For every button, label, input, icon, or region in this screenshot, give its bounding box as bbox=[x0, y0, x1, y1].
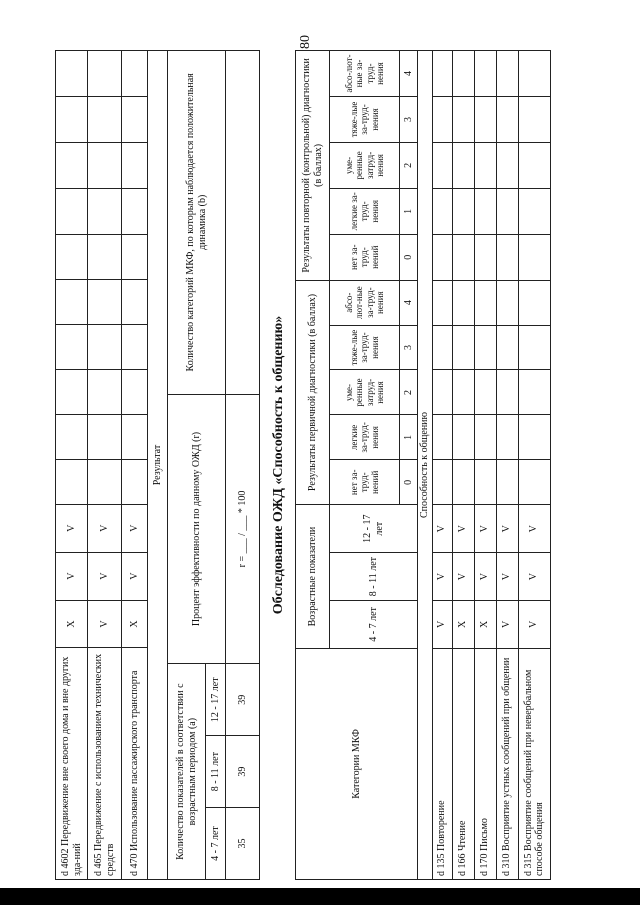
table-row bbox=[56, 51, 88, 880]
score-cell bbox=[56, 234, 88, 280]
result-table bbox=[147, 50, 260, 880]
score-cell bbox=[122, 459, 148, 504]
age-mark: V bbox=[496, 553, 518, 601]
score-label: 1 bbox=[400, 415, 418, 460]
section-title: Обследование ОЖД «Способность к общению» bbox=[271, 315, 286, 615]
score-cell bbox=[88, 234, 122, 280]
positive-dynamics-value bbox=[226, 51, 260, 395]
score-label: 0 bbox=[400, 460, 418, 505]
score-cell bbox=[88, 188, 122, 234]
category-header: Категории МКФ bbox=[296, 648, 418, 879]
score-cell bbox=[88, 142, 122, 188]
score-cell bbox=[56, 280, 88, 325]
subsection-heading: Способность к общению bbox=[418, 51, 433, 880]
score-cell bbox=[122, 51, 148, 97]
count-header: Количество показателей в соответствии с возрастным периодом (a) bbox=[168, 664, 206, 880]
age-12-17: 12 - 17 лет bbox=[330, 505, 418, 553]
age-header: Возрастные показатели bbox=[296, 505, 330, 649]
age-mark: V bbox=[122, 552, 148, 600]
rotated-page-content bbox=[55, 50, 595, 880]
level-header: легкие за-труд-нения bbox=[330, 188, 400, 234]
age-4-7: 4 - 7 лет bbox=[206, 808, 226, 880]
age-mark: V bbox=[452, 553, 474, 601]
score-cell bbox=[122, 142, 148, 188]
age-mark: V bbox=[452, 505, 474, 553]
age-mark: V bbox=[474, 553, 496, 601]
score-label: 4 bbox=[400, 51, 418, 97]
age-4-7: 4 - 7 лет bbox=[330, 601, 418, 649]
age-mark: V bbox=[88, 600, 122, 648]
age-mark: X bbox=[452, 601, 474, 649]
age-mark: V bbox=[496, 505, 518, 553]
table-row bbox=[88, 51, 122, 880]
table-row bbox=[518, 51, 550, 880]
age-mark: X bbox=[56, 600, 88, 648]
age-mark: V bbox=[122, 504, 148, 552]
score-cell bbox=[122, 280, 148, 325]
age-mark: V bbox=[518, 505, 550, 553]
age-mark: V bbox=[88, 504, 122, 552]
table-row bbox=[496, 51, 518, 880]
score-cell bbox=[56, 415, 88, 460]
score-cell bbox=[88, 96, 122, 142]
category-cell: d 465 Передвижение с использованием технических средств bbox=[88, 648, 122, 880]
efficiency-formula: r = ___ / ___ * 100 bbox=[226, 394, 260, 664]
score-cell bbox=[56, 96, 88, 142]
scan-border bbox=[0, 888, 640, 905]
score-cell bbox=[56, 459, 88, 504]
level-header: уме-ренные затруд-нения bbox=[330, 142, 400, 188]
category-cell: d 310 Восприятие устных сообщений при общении bbox=[496, 648, 518, 879]
age-mark: V bbox=[474, 505, 496, 553]
table-row bbox=[474, 51, 496, 880]
count-4-7: 35 bbox=[226, 808, 260, 880]
score-cell bbox=[122, 234, 148, 280]
score-cell bbox=[122, 325, 148, 370]
table-row bbox=[122, 51, 148, 880]
result-label: Результат bbox=[148, 51, 168, 880]
level-header: тяже-лые за-труд-нения bbox=[330, 325, 400, 370]
level-header: абсо-лют-ные за-труд-нения bbox=[330, 280, 400, 325]
level-header: тяже-лые за-труд-нения bbox=[330, 97, 400, 143]
table-row bbox=[432, 51, 452, 880]
score-label: 2 bbox=[400, 370, 418, 415]
score-cell bbox=[88, 370, 122, 415]
category-cell: d 135 Повторение bbox=[432, 648, 452, 879]
age-mark: V bbox=[496, 601, 518, 649]
age-mark: V bbox=[56, 552, 88, 600]
age-mark: V bbox=[432, 553, 452, 601]
score-label: 0 bbox=[400, 234, 418, 280]
positive-dynamics-header: Количество категорий МКФ, по которым наблюдается положительная динамика (b) bbox=[168, 51, 226, 395]
score-label: 1 bbox=[400, 188, 418, 234]
percent-header: Процент эффективности по данному ОЖД (r) bbox=[168, 394, 226, 664]
score-cell bbox=[88, 415, 122, 460]
score-cell bbox=[122, 188, 148, 234]
table-row bbox=[452, 51, 474, 880]
page-number: 80 bbox=[298, 35, 313, 49]
level-header: нет за-труд-нений bbox=[330, 460, 400, 505]
score-cell bbox=[122, 96, 148, 142]
level-header: легкие за-труд-нения bbox=[330, 415, 400, 460]
score-cell bbox=[56, 188, 88, 234]
score-cell bbox=[88, 325, 122, 370]
category-cell: d 4602 Передвижение вне своего дома и вне других зда-ний bbox=[56, 648, 88, 880]
category-cell: d 170 Письмо bbox=[474, 648, 496, 879]
age-mark: V bbox=[432, 505, 452, 553]
score-cell bbox=[56, 51, 88, 97]
count-12-17: 39 bbox=[226, 664, 260, 736]
primary-header: Результаты первичной диагностики (в баллах) bbox=[296, 280, 330, 505]
score-cell bbox=[122, 415, 148, 460]
level-header: нет за-труд-нений bbox=[330, 234, 400, 280]
communication-table bbox=[295, 50, 551, 880]
age-mark: V bbox=[88, 552, 122, 600]
score-label: 4 bbox=[400, 280, 418, 325]
age-mark: V bbox=[432, 601, 452, 649]
score-label: 3 bbox=[400, 325, 418, 370]
age-mark: X bbox=[122, 600, 148, 648]
score-label: 3 bbox=[400, 97, 418, 143]
age-8-11: 8 - 11 лет bbox=[206, 736, 226, 808]
category-cell: d 470 Использование пассажирского транспорта bbox=[122, 648, 148, 880]
age-mark: V bbox=[56, 504, 88, 552]
level-header: абсо-лют-ные за-труд-нения bbox=[330, 51, 400, 97]
score-cell bbox=[56, 325, 88, 370]
score-cell bbox=[56, 370, 88, 415]
category-cell: d 315 Восприятие сообщений при невербальном способе общения bbox=[518, 648, 550, 879]
mobility-table bbox=[55, 50, 148, 880]
score-label: 2 bbox=[400, 142, 418, 188]
score-cell bbox=[88, 280, 122, 325]
count-8-11: 39 bbox=[226, 736, 260, 808]
score-cell bbox=[56, 142, 88, 188]
category-cell: d 166 Чтение bbox=[452, 648, 474, 879]
score-cell bbox=[88, 51, 122, 97]
age-8-11: 8 - 11 лет bbox=[330, 553, 418, 601]
score-cell bbox=[88, 459, 122, 504]
age-mark: V bbox=[518, 553, 550, 601]
age-12-17: 12 - 17 лет bbox=[206, 664, 226, 736]
level-header: уме-ренные затруд-нения bbox=[330, 370, 400, 415]
age-mark: X bbox=[474, 601, 496, 649]
repeat-header: Результаты повторной (контрольной) диагностики (в баллах) bbox=[296, 51, 330, 281]
age-mark: V bbox=[518, 601, 550, 649]
score-cell bbox=[122, 370, 148, 415]
